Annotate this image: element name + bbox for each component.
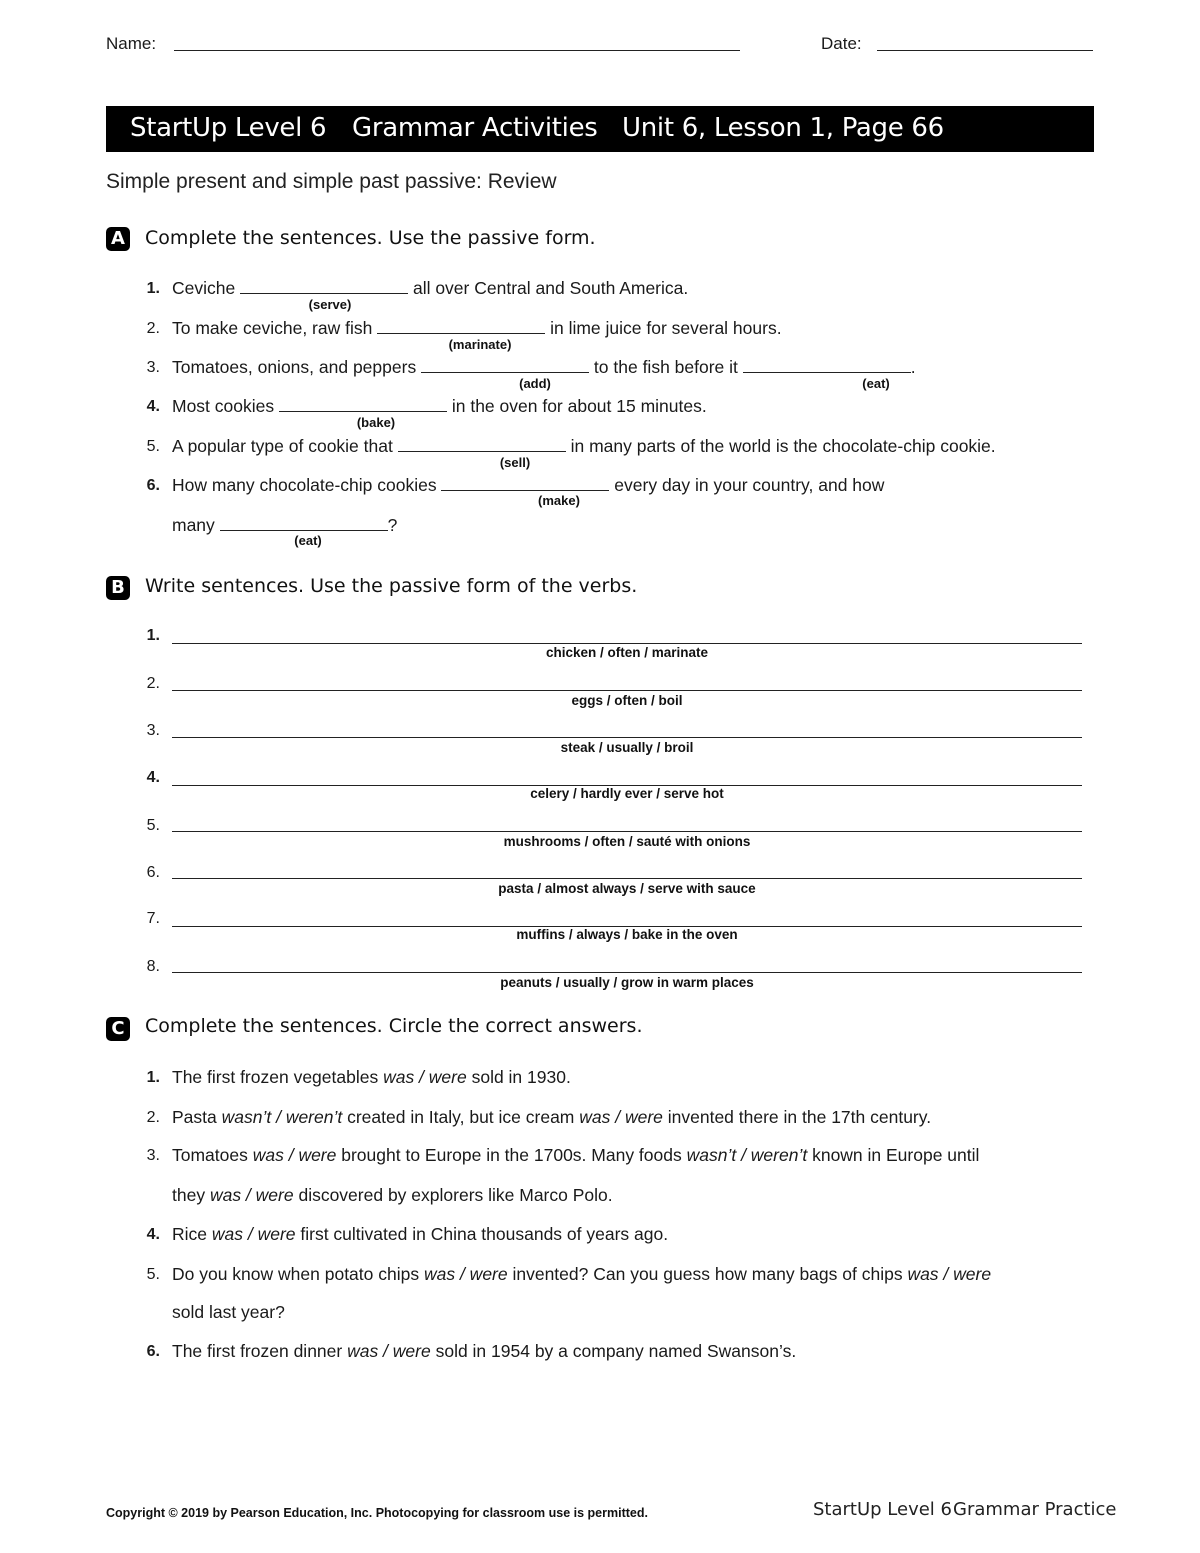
answer-line[interactable] <box>172 643 1082 644</box>
section-a-item-3 <box>172 357 916 378</box>
sentence-text: invented there in the 17th century. <box>662 1107 932 1127</box>
verb-hint: (serve) <box>308 297 352 312</box>
item-number: 1. <box>146 1069 160 1086</box>
item-number: 5. <box>146 438 160 455</box>
sentence-text: . <box>910 357 916 377</box>
answer-line[interactable] <box>172 831 1082 832</box>
verb-hint: (make) <box>538 493 580 508</box>
answer-blank[interactable] <box>240 279 408 294</box>
sentence-text: Most cookies <box>172 396 279 416</box>
section-a-item-6 <box>172 475 884 496</box>
sentence-text: The first frozen dinner <box>172 1341 348 1361</box>
item-number: 4. <box>146 398 160 415</box>
verb-hint: (marinate) <box>448 337 512 352</box>
sentence-text: in the oven for about 15 minutes. <box>446 396 707 416</box>
section-a-item-4 <box>172 396 707 417</box>
answer-choice[interactable]: was / were <box>423 1264 508 1284</box>
item-number: 3. <box>146 359 160 376</box>
answer-choice[interactable]: was / were <box>211 1224 296 1244</box>
answer-blank[interactable] <box>421 358 589 373</box>
sentence-text: every day in your country, and how <box>609 475 885 495</box>
sentence-text: sold in 1954 by a company named Swanson’s. <box>430 1341 797 1361</box>
item-number: 2. <box>146 1109 160 1126</box>
section-c-item-1 <box>172 1067 571 1088</box>
sentence-text: brought to Europe in the 1700s. Many foods <box>336 1145 687 1165</box>
word-cue: celery / hardly ever / serve hot <box>530 786 724 801</box>
answer-choice[interactable]: was / were <box>383 1067 467 1087</box>
answer-choice[interactable]: was / were <box>209 1185 294 1205</box>
answer-choice[interactable]: was / were <box>579 1107 663 1127</box>
item-number: 6. <box>146 477 160 494</box>
item-number: 2. <box>146 320 160 337</box>
sentence-text: invented? Can you guess how many bags of chips <box>507 1264 908 1284</box>
sentence-text: discovered by explorers like Marco Polo. <box>293 1185 613 1205</box>
title-banner <box>106 106 1094 152</box>
banner-activity: Grammar Activities <box>352 113 598 143</box>
answer-choice[interactable]: wasn’t / weren’t <box>221 1107 343 1127</box>
section-c-item-2 <box>172 1107 931 1128</box>
section-c-item-6 <box>172 1341 796 1362</box>
sentence-text: To make ceviche, raw fish <box>172 318 378 338</box>
banner-series: StartUp Level 6 <box>130 113 327 143</box>
section-b-title: Write sentences. Use the passive form of the verbs. <box>145 575 638 597</box>
verb-hint: (add) <box>519 376 551 391</box>
name-label: Name: <box>106 34 157 53</box>
page-subtitle: Simple present and simple past passive: Review <box>106 170 557 193</box>
item-number: 4. <box>146 769 160 786</box>
word-cue: eggs / often / boil <box>571 693 683 708</box>
section-a-badge: A <box>106 227 130 251</box>
sentence-text: Rice <box>172 1224 212 1244</box>
sentence-text: known in Europe until <box>807 1145 980 1165</box>
word-cue: mushrooms / often / sauté with onions <box>503 834 751 849</box>
answer-blank[interactable] <box>398 437 566 452</box>
sentence-text: ? <box>387 515 398 535</box>
section-b-badge: B <box>106 576 130 600</box>
answer-line[interactable] <box>172 690 1082 691</box>
item-number: 2. <box>146 675 160 692</box>
word-cue: chicken / often / marinate <box>545 645 709 660</box>
answer-choice[interactable]: was / were <box>907 1264 992 1284</box>
answer-blank[interactable] <box>743 358 911 373</box>
sentence-text: Do you know when potato chips <box>172 1264 424 1284</box>
section-c-item-5 <box>172 1264 991 1285</box>
section-c-item-3-cont <box>172 1185 613 1206</box>
sentence-text: many <box>172 515 220 535</box>
answer-choice[interactable]: was / were <box>347 1341 431 1361</box>
name-field[interactable] <box>174 50 740 51</box>
sentence-text: The first frozen vegetables <box>172 1067 384 1087</box>
word-cue: steak / usually / broil <box>560 740 694 755</box>
sentence-text: in many parts of the world is the chocolate-chip cookie. <box>565 436 996 456</box>
date-field[interactable] <box>877 50 1093 51</box>
sentence-text: in lime juice for several hours. <box>545 318 782 338</box>
word-cue: peanuts / usually / grow in warm places <box>500 975 754 990</box>
sentence-text: they <box>172 1185 210 1205</box>
answer-line[interactable] <box>172 972 1082 973</box>
answer-line[interactable] <box>172 878 1082 879</box>
sentence-text: sold last year? <box>172 1302 285 1322</box>
section-a-item-2 <box>172 318 782 339</box>
item-number: 6. <box>146 864 160 881</box>
item-number: 5. <box>146 1266 160 1283</box>
verb-hint: (sell) <box>499 455 531 470</box>
item-number: 1. <box>146 280 160 297</box>
answer-blank[interactable] <box>441 476 609 491</box>
copyright-notice: Copyright © 2019 by Pearson Education, Inc. Photocopying for classroom use is permitted. <box>106 1506 648 1520</box>
section-a-item-5 <box>172 436 996 457</box>
sentence-text: How many chocolate-chip cookies <box>172 475 442 495</box>
section-c-item-3 <box>172 1145 979 1166</box>
item-number: 5. <box>146 817 160 834</box>
sentence-text: Pasta <box>172 1107 222 1127</box>
item-number: 3. <box>146 722 160 739</box>
sentence-text: Ceviche <box>172 278 241 298</box>
answer-blank[interactable] <box>377 319 545 334</box>
section-c-item-5-cont <box>172 1302 285 1323</box>
section-a-item-6-cont <box>172 515 397 536</box>
answer-choice[interactable]: was / were <box>252 1145 337 1165</box>
answer-blank[interactable] <box>220 516 388 531</box>
sentence-text: A popular type of cookie that <box>172 436 398 456</box>
item-number: 3. <box>146 1147 160 1164</box>
sentence-text: sold in 1930. <box>466 1067 571 1087</box>
section-a-item-1 <box>172 278 688 299</box>
word-cue: pasta / almost always / serve with sauce <box>498 881 756 896</box>
item-number: 4. <box>146 1226 160 1243</box>
answer-blank[interactable] <box>279 397 447 412</box>
verb-hint: (bake) <box>356 415 396 430</box>
section-c-item-4 <box>172 1224 668 1245</box>
item-number: 8. <box>146 958 160 975</box>
date-label: Date: <box>821 34 862 53</box>
section-c-title: Complete the sentences. Circle the correct answers. <box>145 1015 643 1037</box>
section-a-title: Complete the sentences. Use the passive form. <box>145 227 596 249</box>
word-cue: muffins / always / bake in the oven <box>516 927 738 942</box>
item-number: 7. <box>146 910 160 927</box>
banner-location: Unit 6, Lesson 1, Page 66 <box>622 113 944 143</box>
item-number: 6. <box>146 1343 160 1360</box>
answer-line[interactable] <box>172 737 1082 738</box>
verb-hint: (eat) <box>294 533 322 548</box>
footer-book: Grammar Practice <box>953 1499 1117 1520</box>
sentence-text: Tomatoes, onions, and peppers <box>172 357 422 377</box>
answer-choice[interactable]: wasn’t / weren’t <box>686 1145 808 1165</box>
sentence-text: Tomatoes <box>172 1145 253 1165</box>
verb-hint: (eat) <box>862 376 890 391</box>
footer-series: StartUp Level 6 <box>813 1499 952 1520</box>
sentence-text: all over Central and South America. <box>408 278 689 298</box>
item-number: 1. <box>146 627 160 644</box>
sentence-text: created in Italy, but ice cream <box>342 1107 580 1127</box>
sentence-text: to the fish before it <box>589 357 743 377</box>
section-c-badge: C <box>106 1017 130 1041</box>
sentence-text: first cultivated in China thousands of years ago. <box>295 1224 669 1244</box>
